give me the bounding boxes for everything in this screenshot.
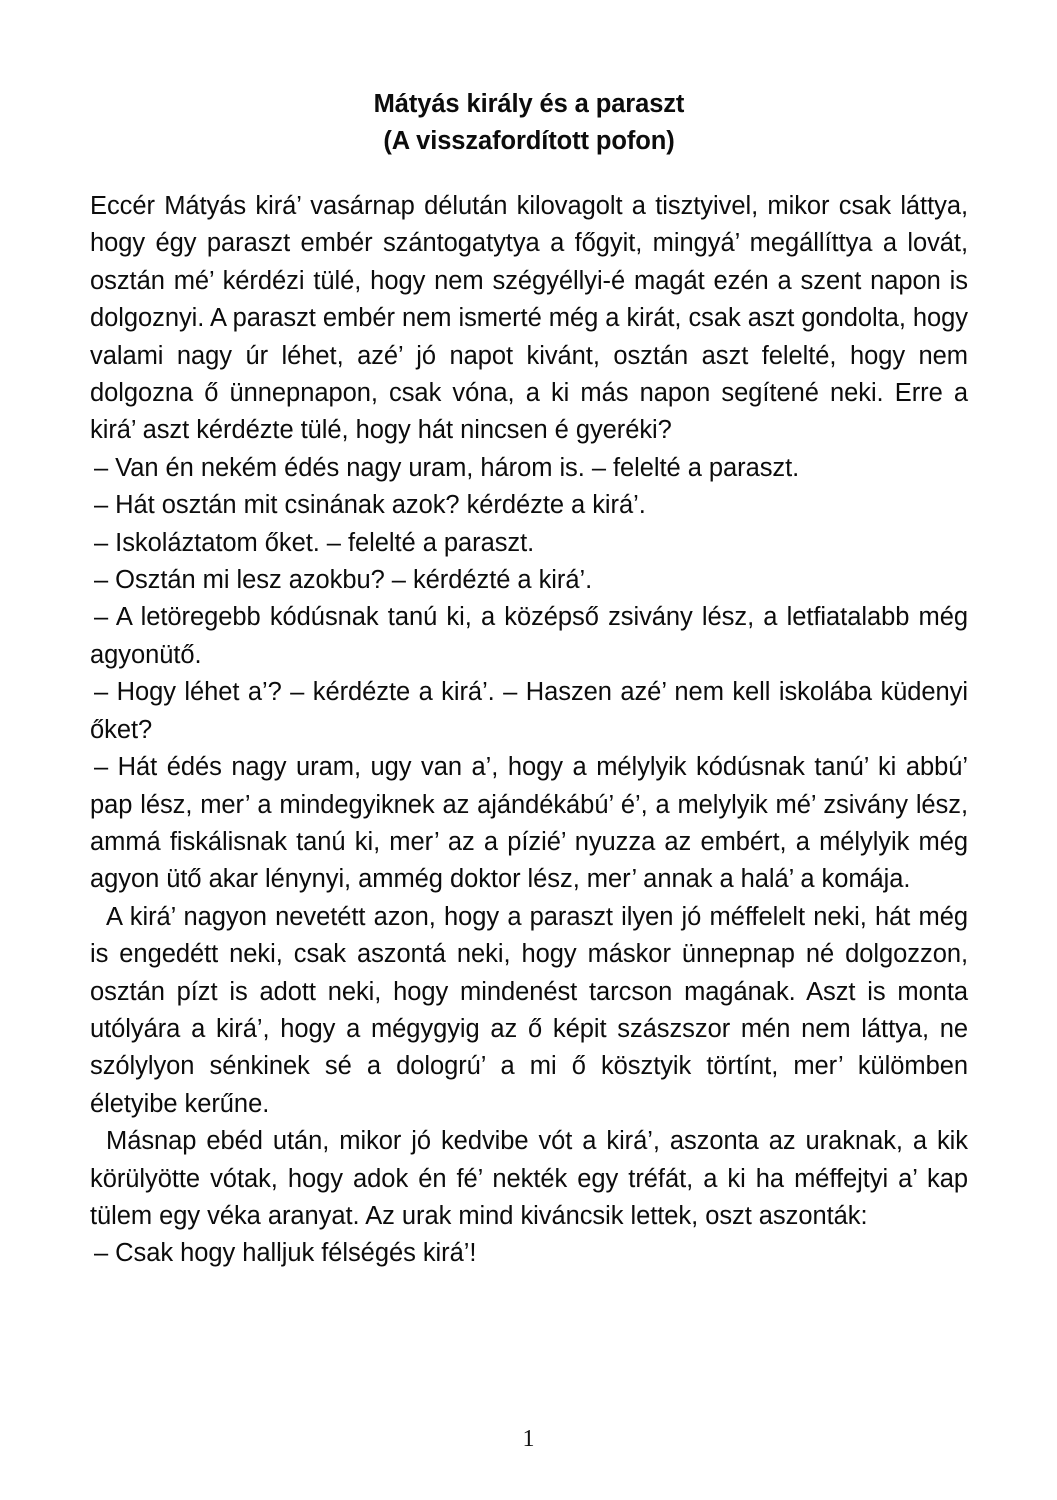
body-text [90, 188, 968, 1273]
paragraph-dialogue-8: – Csak hogy halljuk félségés kirá’! [94, 1239, 477, 1268]
page-content [90, 0, 968, 1273]
paragraph-dialogue-1: – Van én nekém édés nagy uram, három is. – felelté a paraszt. [94, 453, 800, 482]
paragraph-dialogue-7: – Hát édés nagy uram, ugy van a’, hogy a mélylyik kódúsnak tanú’ ki abbú’ pap lész, mer’ a mindegyiknek az ajándékábú’ é’, a melylyik mé’ zsivány lész, ammá fiskálisnak tanú ki, mer’ az a pízié’ nyuzza az embért, a mélylyik még agyon ütő akar lénynyi, ammég doktor lész, mer’ annak a halá’ a komája. [90, 753, 968, 894]
page-number: 1 [522, 1426, 535, 1452]
paragraph-dialogue-6: – Hogy léhet a’? – kérdézte a kirá’. – Haszen azé’ nem kell iskolába küdenyi őket? [90, 678, 968, 744]
paragraph-narrative-3: Másnap ebéd után, mikor jó kedvibe vót a kirá’, aszonta az uraknak, a kik körülyötte vótak, hogy adok én fé’ nekték egy tréfát, a ki ha méffejtyi a’ kap tülem egy véka aranyat. Az urak mind kiváncsik lettek, oszt aszonták: [90, 1127, 968, 1230]
paragraph-dialogue-5: – A letöregebb kódúsnak tanú ki, a középső zsivány lész, a letfiatalabb még agyonütő. [90, 603, 968, 669]
paragraph-dialogue-4: – Osztán mi lesz azokbu? – kérdézté a kirá’. [94, 566, 593, 595]
paragraph-narrative-1: Eccér Mátyás kirá’ vasárnap délután kilovagolt a tisztyivel, mikor csak láttya, hogy égy paraszt embér szántogatytya a főgyit, mingyá’ megállíttya a lovát, osztán mé’ kérdézi tülé, hogy nem szégyéllyi-é magát ezén a szent napon is dolgoznyi. A paraszt embér nem ismerté még a kirát, csak aszt gondolta, hogy valami nagy úr léhet, azé’ jó napot kivánt, osztán aszt felelté, hogy nem dolgozna ő ünnepnapon, csak vóna, a ki más napon segítené neki. Erre a kirá’ aszt kérdézte tülé, hogy hát nincsen é gyeréki? [90, 192, 968, 445]
page-subtitle: (A visszafordított pofon) [383, 127, 675, 155]
paragraph-dialogue-3: – Iskoláztatom őket. – felelté a paraszt. [94, 528, 535, 557]
paragraph-dialogue-2: – Hát osztán mit csinának azok? kérdézte a kirá’. [94, 491, 646, 520]
paragraph-narrative-2: A kirá’ nagyon nevetétt azon, hogy a paraszt ilyen jó méffelelt neki, hát még is engedétt neki, csak aszontá neki, hogy máskor ünnepnap né dolgozzon, osztán pízt is adott neki, hogy mindenést tarcson magának. Aszt is monta utólyára a kirá’, hogy a mégygyig az ő képit szászszor mén nem láttya, ne szólylyon sénkinek sé a dologrú’ a mi ő kösztyik törtínt, mer’ külömben életyibe kerűne. [90, 902, 968, 1118]
title-block [90, 0, 968, 160]
page-title: Mátyás király és a paraszt [373, 90, 685, 118]
